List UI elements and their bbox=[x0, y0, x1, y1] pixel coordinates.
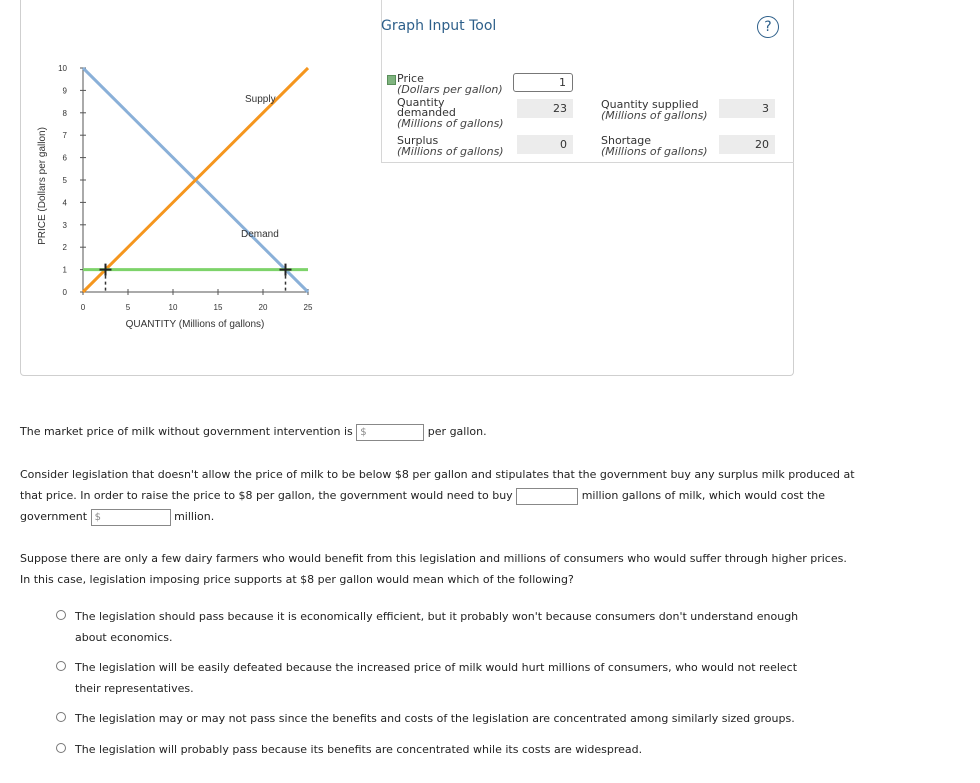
shortage-label: Shortage (Millions of gallons) bbox=[601, 134, 708, 158]
y-tick-label: 2 bbox=[62, 243, 67, 253]
option-4-radio[interactable] bbox=[56, 743, 66, 753]
option-1[interactable]: The legislation should pass because it is economically efficient, but it probably won't because consumers don't understand enough about economics. bbox=[56, 606, 826, 648]
option-1-radio[interactable] bbox=[56, 610, 66, 620]
surplus-quantity-input[interactable] bbox=[516, 488, 578, 505]
x-tick-label: 0 bbox=[80, 303, 86, 312]
quantity-demanded-value: 23 bbox=[517, 99, 573, 118]
shortage-value: 20 bbox=[719, 135, 775, 154]
quantity-demanded-label: Quantity demanded (Millions of gallons) bbox=[397, 96, 504, 130]
surplus-label: Surplus (Millions of gallons) bbox=[397, 134, 504, 158]
graph-input-tool-title: Graph Input Tool bbox=[381, 18, 497, 34]
x-tick-label: 15 bbox=[213, 303, 223, 312]
y-tick-label: 9 bbox=[62, 86, 67, 96]
price-label: Price (Dollars per gallon) bbox=[397, 72, 503, 96]
y-tick-label: 6 bbox=[62, 153, 67, 163]
quantity-supplied-label: Quantity supplied (Millions of gallons) bbox=[601, 98, 708, 122]
tool-divider-bottom bbox=[381, 162, 794, 163]
question-market-price: The market price of milk without government intervention is $ per gallon. bbox=[20, 421, 487, 442]
government-cost-input[interactable]: $ bbox=[91, 509, 171, 526]
option-4[interactable]: The legislation will probably pass because its benefits are concentrated while its costs are widespread. bbox=[56, 739, 826, 760]
supply-demand-chart[interactable] bbox=[0, 0, 380, 340]
x-tick-label: 10 bbox=[168, 303, 178, 312]
y-tick-label: 10 bbox=[58, 64, 67, 73]
x-tick-label: 25 bbox=[303, 303, 313, 312]
y-tick-label: 1 bbox=[62, 265, 67, 275]
price-input[interactable]: 1 bbox=[513, 73, 573, 92]
option-2-radio[interactable] bbox=[56, 661, 66, 671]
price-line-swatch bbox=[387, 75, 396, 85]
question-surplus-purchase: Consider legislation that doesn't allow the price of milk to be below $8 per gallon and stipulates that the government buy any surplus milk produced at that price. In order to raise the price to $8 per gallon, the government would need to buy million gallons of milk, which would cost the government $ million. bbox=[20, 464, 880, 527]
supply-curve-label: Supply bbox=[245, 94, 276, 105]
option-3-radio[interactable] bbox=[56, 712, 66, 722]
market-price-input[interactable]: $ bbox=[356, 424, 424, 441]
demand-curve-label: Demand bbox=[241, 229, 279, 240]
x-tick-label: 5 bbox=[125, 303, 131, 312]
x-axis-label: QUANTITY (Millions of gallons) bbox=[125, 319, 265, 330]
x-tick-label: 20 bbox=[258, 303, 268, 312]
quantity-supplied-value: 3 bbox=[719, 99, 775, 118]
surplus-value: 0 bbox=[517, 135, 573, 154]
y-tick-label: 0 bbox=[62, 288, 67, 297]
y-tick-label: 4 bbox=[62, 198, 67, 208]
question-legislation: Suppose there are only a few dairy farmers who would benefit from this legislation and millions of consumers who would suffer through higher prices. In this case, legislation imposing price supports at $8 per gallon would mean which of the following? bbox=[20, 552, 847, 586]
help-icon[interactable]: ? bbox=[757, 16, 779, 38]
quantity-supplied-marker bbox=[100, 264, 112, 292]
y-tick-label: 5 bbox=[62, 176, 67, 185]
option-2[interactable]: The legislation will be easily defeated because the increased price of milk would hurt millions of consumers, who would not reelect their representatives. bbox=[56, 657, 826, 699]
quantity-demanded-marker bbox=[280, 264, 292, 292]
y-tick-label: 8 bbox=[62, 108, 67, 118]
y-tick-label: 7 bbox=[62, 131, 67, 141]
y-tick-label: 3 bbox=[62, 220, 67, 230]
y-axis-label: PRICE (Dollars per gallon) bbox=[37, 127, 48, 245]
option-3[interactable]: The legislation may or may not pass since the benefits and costs of the legislation are concentrated among similarly sized groups. bbox=[56, 708, 826, 729]
